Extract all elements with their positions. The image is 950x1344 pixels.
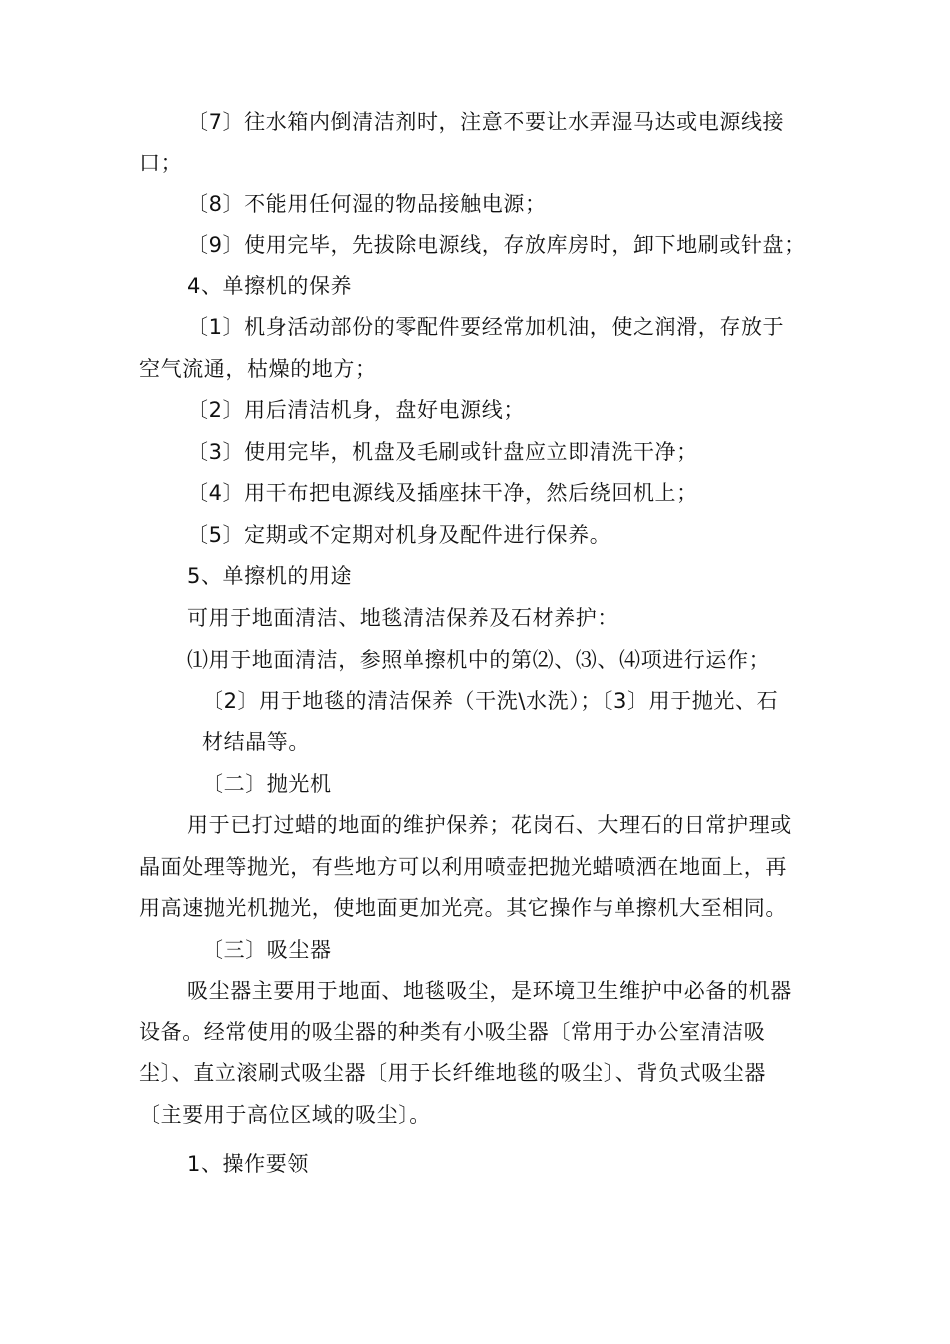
text-line: 吸尘器主要用于地面、地毯吸尘，是环境卫生维护中必备的机器 xyxy=(187,979,792,1003)
section-heading: 〔三〕吸尘器 xyxy=(202,938,332,962)
text-line: 〔4〕用干布把电源线及插座抹干净，然后绕回机上； xyxy=(187,481,698,505)
text-line: 〔9〕使用完毕，先拔除电源线，存放库房时，卸下地刷或针盘； xyxy=(187,233,806,257)
text-line: 〔8〕不能用任何湿的物品接触电源； xyxy=(187,192,547,216)
text-line: ⑴用于地面清洁，参照单擦机中的第⑵、⑶、⑷项进行运作； xyxy=(187,648,771,672)
text-line: 〔2〕用后清洁机身，盘好电源线； xyxy=(187,398,525,422)
text-line: 用于已打过蜡的地面的维护保养；花岗石、大理石的日常护理或 xyxy=(187,813,792,837)
text-line: 〔2〕用于地毯的清洁保养（干洗\水洗）；〔3〕用于抛光、石 xyxy=(202,689,779,713)
text-line: 〔7〕往水箱内倒清洁剂时，注意不要让水弄湿马达或电源线接 xyxy=(187,110,785,134)
text-line: 尘〕、直立滚刷式吸尘器〔用于长纤维地毯的吸尘〕、背负式吸尘器 xyxy=(139,1061,766,1085)
text-line: 材结晶等。 xyxy=(202,730,310,754)
section-heading: 〔二〕抛光机 xyxy=(202,772,332,796)
text-line: 〔1〕机身活动部份的零配件要经常加机油，使之润滑，存放于 xyxy=(187,315,785,339)
text-line: 设备。经常使用的吸尘器的种类有小吸尘器〔常用于办公室清洁吸 xyxy=(139,1020,766,1044)
section-heading: 4、单擦机的保养 xyxy=(187,274,353,298)
text-line: 〔5〕定期或不定期对机身及配件进行保养。 xyxy=(187,523,612,547)
text-line: 用高速抛光机抛光，使地面更加光亮。其它操作与单擦机大至相同。 xyxy=(139,896,787,920)
text-line: 〔主要用于高位区域的吸尘〕。 xyxy=(139,1103,431,1127)
text-line: 口； xyxy=(139,151,183,175)
section-heading: 1、操作要领 xyxy=(187,1152,309,1176)
text-line: 晶面处理等抛光，有些地方可以利用喷壶把抛光蜡喷洒在地面上，再 xyxy=(139,855,787,879)
text-line: 空气流通，枯燥的地方； xyxy=(139,357,377,381)
text-line: 可用于地面清洁、地毯清洁保养及石材养护： xyxy=(187,606,619,630)
section-heading: 5、单擦机的用途 xyxy=(187,564,353,588)
text-line: 〔3〕使用完毕，机盘及毛刷或针盘应立即清洗干净； xyxy=(187,440,698,464)
